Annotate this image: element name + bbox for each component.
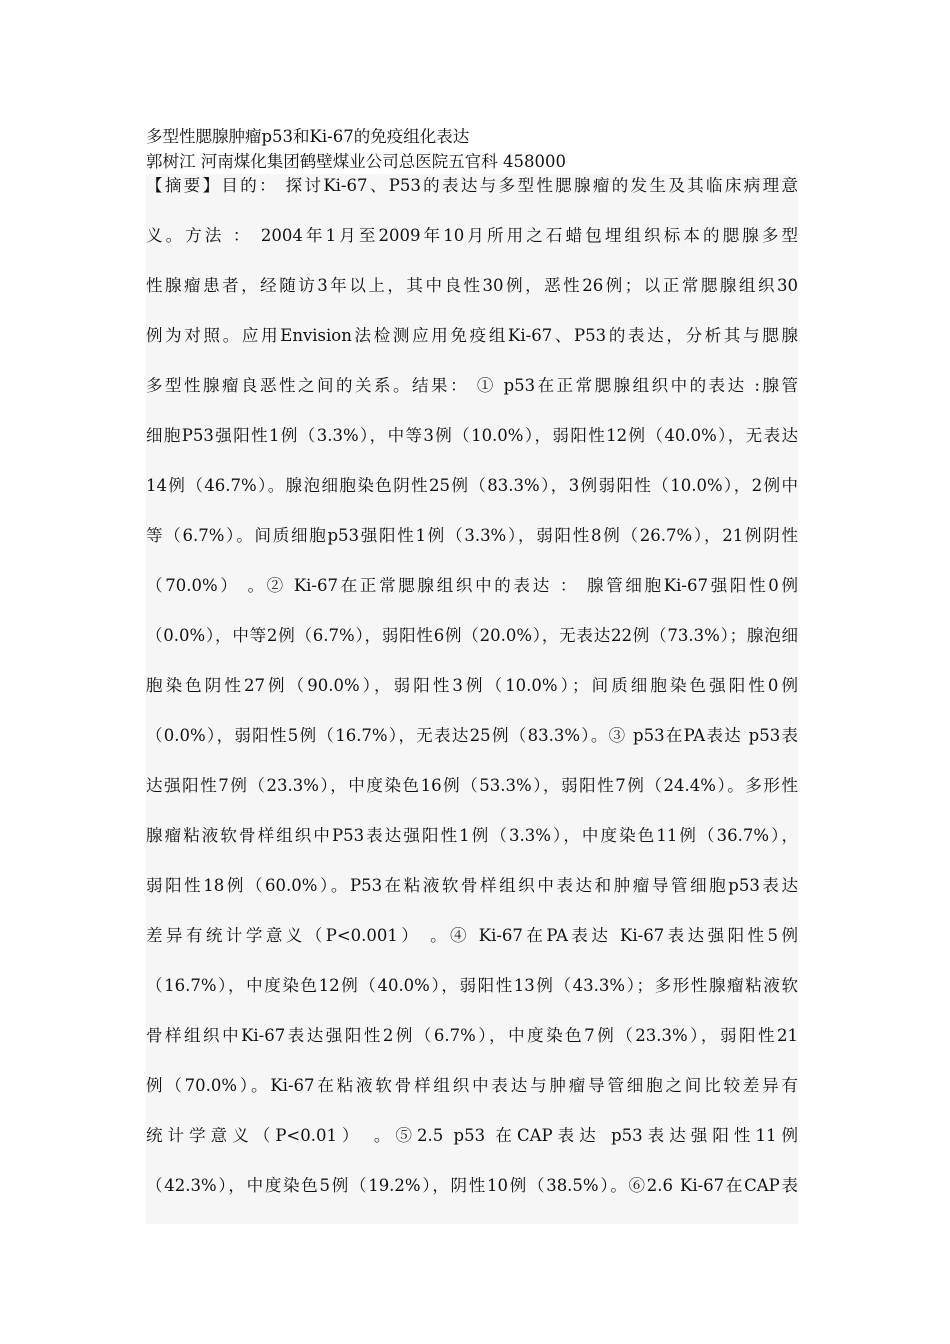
abstract-line: 细胞P53强阳性1例（3.3%），中等3例（10.0%），弱阳性12例（40.0%），无表达 (146, 426, 798, 445)
abstract-line: 骨样组织中Ki-67表达强阳性2例（6.7%），中度染色7例（23.3%），弱阳性21 (146, 1026, 798, 1045)
abstract-line: 等（6.7%）。间质细胞p53强阳性1例（3.3%），弱阳性8例（26.7%），21例阴性 (146, 526, 798, 545)
abstract-line: 例（70.0%）。Ki-67在粘液软骨样组织中表达与肿瘤导管细胞之间比较差异有 (146, 1076, 798, 1095)
abstract-body (146, 174, 798, 1224)
abstract-line: 14例（46.7%）。腺泡细胞染色阴性25例（83.3%），3例弱阳性（10.0%），2例中 (146, 476, 798, 495)
abstract-line: 义。方法 ： 2004年1月至2009年10月所用之石蜡包埋组织标本的腮腺多型 (146, 226, 798, 245)
abstract-line: （70.0%） 。② Ki-67在正常腮腺组织中的表达 ： 腺管细胞Ki-67强阳性0例 (146, 576, 798, 595)
abstract-line: 弱阳性18例（60.0%）。P53在粘液软骨样组织中表达和肿瘤导管细胞p53表达 (146, 876, 798, 895)
abstract-line: 例为对照。应用Envision法检测应用免疫组Ki-67、P53的表达，分析其与腮腺 (146, 326, 798, 345)
abstract-line: 差异有统计学意义（P<0.001） 。④ Ki-67在PA表达 Ki-67表达强阳性5例 (146, 926, 798, 945)
abstract-line: 胞染色阴性27例（90.0%），弱阳性3例（10.0%）；间质细胞染色强阳性0例 (146, 676, 798, 695)
abstract-line: 达强阳性7例（23.3%），中度染色16例（53.3%），弱阳性7例（24.4%）。多形性 (146, 776, 798, 795)
document-header (146, 124, 806, 174)
abstract-line: （16.7%），中度染色12例（40.0%），弱阳性13例（43.3%）；多形性腺瘤粘液软 (146, 976, 798, 995)
abstract-line: 统计学意义（P<0.01） 。⑤2.5 p53 在CAP表达 p53表达强阳性11例 (146, 1126, 798, 1145)
document-title: 多型性腮腺肿瘤p53和Ki-67的免疫组化表达 (146, 127, 470, 146)
abstract-line: （42.3%），中度染色5例（19.2%），阴性10例（38.5%）。⑥2.6 Ki-67在CAP表 (146, 1176, 798, 1195)
abstract-line: （0.0%），弱阳性5例（16.7%），无表达25例（83.3%）。③ p53在PA表达 p53表 (146, 726, 798, 745)
abstract-line: 多型性腺瘤良恶性之间的关系。结果： ① p53在正常腮腺组织中的表达 :腺管 (146, 376, 798, 395)
abstract-line: 【摘要】目的： 探讨Ki-67、P53的表达与多型性腮腺瘤的发生及其临床病理意 (146, 176, 798, 195)
abstract-line: 腺瘤粘液软骨样组织中P53表达强阳性1例（3.3%），中度染色11例（36.7%）， (146, 826, 798, 845)
abstract-line: （0.0%），中等2例（6.7%），弱阳性6例（20.0%），无表达22例（73.3%）；腺泡细 (146, 626, 798, 645)
author-affiliation: 郭树江 河南煤化集团鹤壁煤业公司总医院五官科 458000 (146, 152, 566, 171)
abstract-line: 性腺瘤患者，经随访3年以上，其中良性30例，恶性26例；以正常腮腺组织30 (146, 276, 798, 295)
